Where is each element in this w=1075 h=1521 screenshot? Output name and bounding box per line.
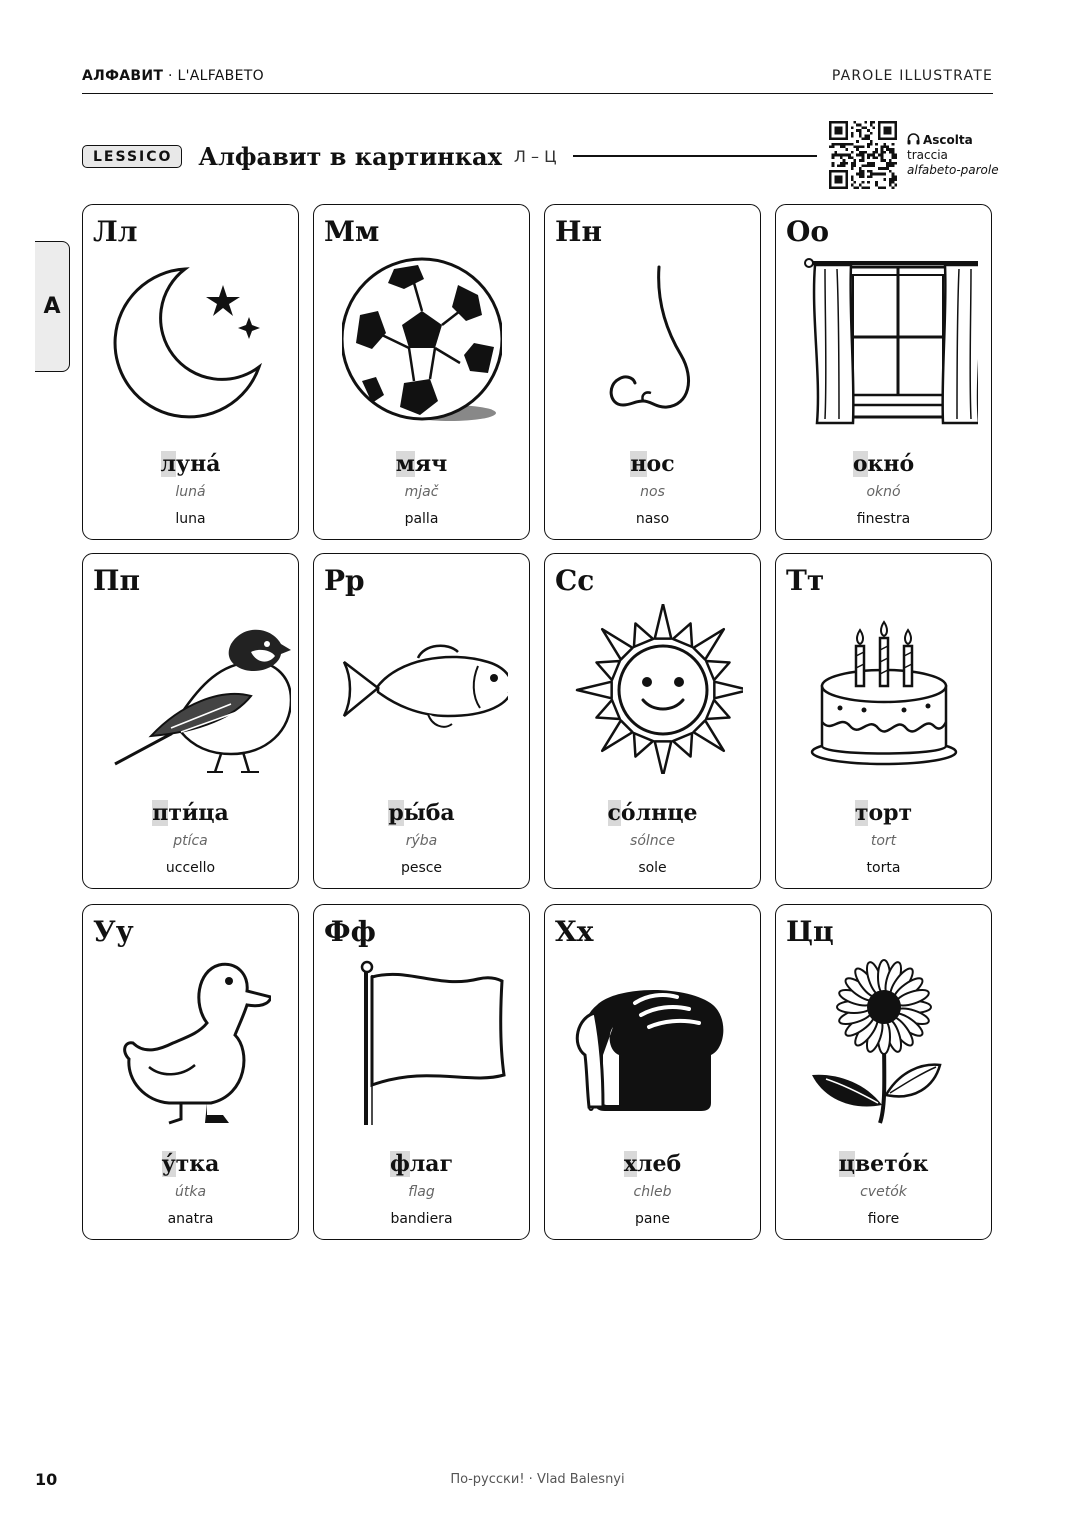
- nose-icon: [573, 255, 733, 425]
- card-word: [314, 1151, 529, 1177]
- card-letter: Лл: [93, 215, 138, 248]
- card-transliteration: chleb: [633, 1184, 672, 1200]
- card-transliteration: mjač: [404, 484, 439, 500]
- card-word: [545, 800, 760, 826]
- card-transliteration: luná: [175, 484, 206, 500]
- word-rest: кно́: [867, 451, 915, 477]
- card-s: [544, 553, 761, 889]
- card-word: [776, 800, 991, 826]
- qr-code-icon[interactable]: [829, 121, 897, 189]
- card-m: [313, 204, 530, 540]
- card-r: [313, 553, 530, 889]
- word-rest: ос: [646, 451, 675, 477]
- cake-icon: [804, 604, 964, 774]
- chapter-translation: L'ALFABETO: [177, 68, 264, 84]
- card-translation: torta: [866, 860, 901, 876]
- card-t: [775, 553, 992, 889]
- card-translation: pane: [635, 1211, 670, 1227]
- card-transliteration: sólnce: [630, 833, 675, 849]
- card-translation: bandiera: [390, 1211, 453, 1227]
- card-ts: [775, 904, 992, 1240]
- sun-icon: [563, 604, 743, 774]
- card-translation: anatra: [167, 1211, 214, 1227]
- card-letter: Нн: [555, 215, 602, 248]
- word-first-letter: у́: [161, 1151, 176, 1177]
- card-letter: Мм: [324, 215, 380, 248]
- card-translation: fiore: [867, 1211, 900, 1227]
- word-first-letter: о: [852, 451, 868, 477]
- audio-hint[interactable]: [907, 133, 999, 178]
- word-first-letter: м: [395, 451, 415, 477]
- headphones-icon: [907, 133, 920, 145]
- word-rest: яч: [414, 451, 448, 477]
- card-letter: Фф: [324, 915, 376, 948]
- card-transliteration: flag: [408, 1184, 435, 1200]
- audio-label: Ascolta: [923, 133, 973, 147]
- word-first-letter: ц: [838, 1151, 855, 1177]
- card-transliteration: útka: [174, 1184, 207, 1200]
- footer-credit: По-русски! · Vlad Balesnyi: [450, 1472, 625, 1487]
- running-head-right: PAROLE ILLUSTRATE: [831, 68, 993, 84]
- page-number: 10: [35, 1470, 58, 1489]
- card-o: [775, 204, 992, 540]
- section-badge: LESSICO: [82, 145, 182, 168]
- card-word: [83, 1151, 298, 1177]
- letter-range: Л – Ц: [513, 146, 557, 166]
- section-title-row: [82, 138, 817, 174]
- word-first-letter: х: [623, 1151, 637, 1177]
- card-translation: palla: [404, 511, 439, 527]
- card-transliteration: tort: [870, 833, 897, 849]
- ball-icon: [342, 255, 502, 425]
- moon-icon: [111, 255, 271, 425]
- word-rest: тка: [175, 1151, 220, 1177]
- card-word: [314, 451, 529, 477]
- card-translation: uccello: [165, 860, 216, 876]
- side-tab: А: [35, 241, 70, 372]
- card-letter: Уу: [93, 915, 134, 948]
- duck-icon: [111, 955, 271, 1125]
- separator: ·: [163, 68, 178, 84]
- card-translation: finestra: [856, 511, 911, 527]
- page-title: Алфавит в картинках: [198, 141, 502, 171]
- card-transliteration: ptíca: [173, 833, 208, 849]
- card-word: [776, 1151, 991, 1177]
- title-rule: [573, 155, 817, 157]
- word-first-letter: т: [854, 800, 869, 826]
- window-icon: [788, 255, 978, 425]
- card-letter: Пп: [93, 564, 140, 597]
- card-word: [776, 451, 991, 477]
- card-translation: luna: [175, 511, 206, 527]
- word-rest: леб: [636, 1151, 682, 1177]
- card-h: [544, 904, 761, 1240]
- audio-track-label: traccia: [907, 148, 948, 162]
- word-first-letter: п: [152, 800, 169, 826]
- card-word: [545, 1151, 760, 1177]
- chapter-label: АЛФАВИТ: [82, 68, 164, 84]
- word-rest: вето́к: [854, 1151, 929, 1177]
- card-word: [83, 800, 298, 826]
- card-u: [82, 904, 299, 1240]
- card-word: [83, 451, 298, 477]
- word-rest: о́лнце: [620, 800, 698, 826]
- card-word: [545, 451, 760, 477]
- word-first-letter: р: [388, 800, 404, 826]
- word-first-letter: с: [607, 800, 621, 826]
- running-head: [82, 68, 993, 94]
- word-rest: орт: [868, 800, 913, 826]
- card-transliteration: cvetók: [860, 1184, 907, 1200]
- word-rest: ти́ца: [168, 800, 229, 826]
- flag-icon: [328, 955, 508, 1125]
- card-letter: Рр: [324, 564, 365, 597]
- word-first-letter: ф: [389, 1151, 410, 1177]
- card-l: [82, 204, 299, 540]
- word-first-letter: н: [630, 451, 647, 477]
- flower-icon: [804, 955, 964, 1125]
- word-first-letter: л: [160, 451, 177, 477]
- card-f: [313, 904, 530, 1240]
- audio-track-name: alfabeto-parole: [907, 163, 999, 177]
- card-letter: Тт: [786, 564, 825, 597]
- card-letter: Сс: [555, 564, 595, 597]
- word-rest: ы́ба: [403, 800, 455, 826]
- word-rest: лаг: [409, 1151, 454, 1177]
- card-transliteration: oknó: [866, 484, 901, 500]
- card-p: [82, 553, 299, 889]
- card-transliteration: nos: [640, 484, 665, 500]
- running-head-left: [82, 68, 264, 84]
- word-rest: уна́: [176, 451, 221, 477]
- card-letter: Оо: [786, 215, 830, 248]
- card-n: [544, 204, 761, 540]
- card-word: [314, 800, 529, 826]
- card-translation: sole: [638, 860, 667, 876]
- bird-icon: [91, 604, 291, 774]
- bread-icon: [573, 955, 733, 1125]
- card-letter: Цц: [786, 915, 834, 948]
- card-translation: pesce: [400, 860, 443, 876]
- card-transliteration: rýba: [405, 833, 438, 849]
- card-letter: Хх: [555, 915, 594, 948]
- card-translation: naso: [635, 511, 670, 527]
- fish-icon: [328, 604, 508, 774]
